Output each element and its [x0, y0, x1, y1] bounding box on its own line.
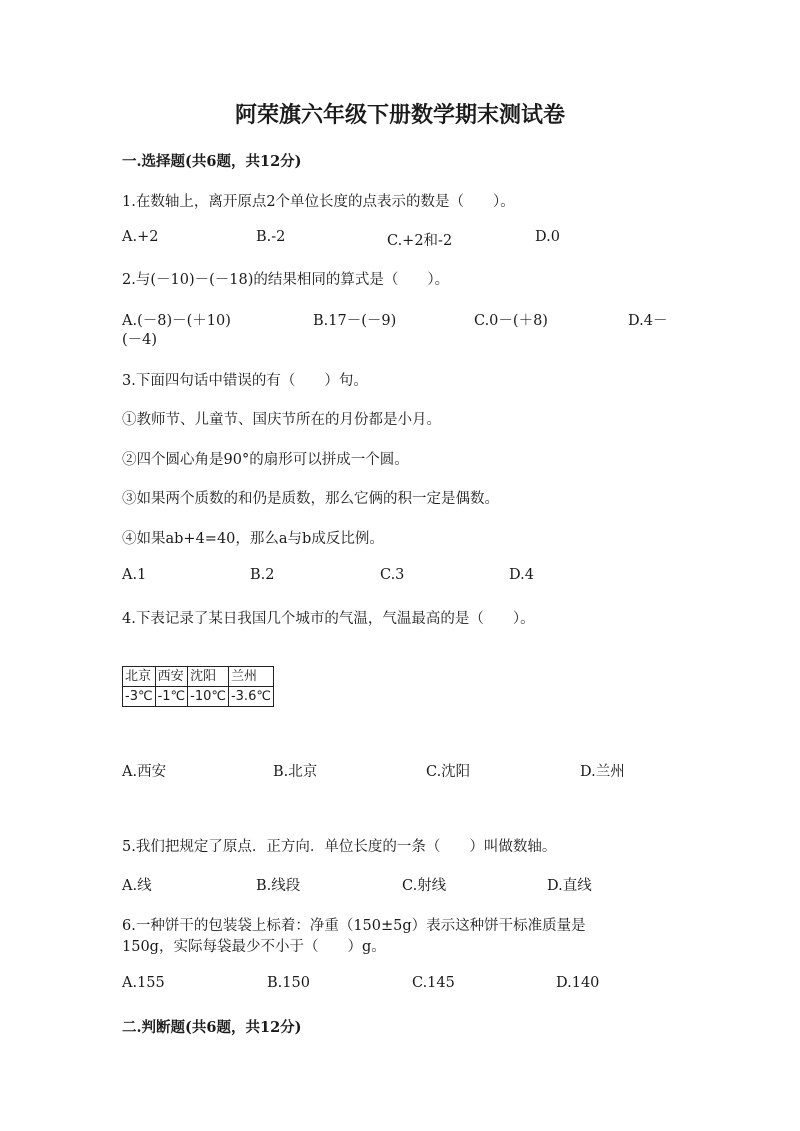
- q4-option-c: C.沈阳: [426, 764, 471, 780]
- q1-option-d: D.0: [535, 229, 560, 245]
- table-cell-city: 沈阳: [188, 667, 229, 687]
- table-row: [123, 687, 274, 707]
- question-6-text-line1: 6.一种饼干的包装袋上标着：净重（150±5g）表示这种饼干标准质量是: [122, 918, 586, 934]
- q6-option-a: A.155: [122, 975, 165, 991]
- q2-option-b: B.17－(－9): [313, 313, 397, 329]
- q5-option-a: A.线: [122, 878, 152, 894]
- q3-statement-3: ③如果两个质数的和仍是质数，那么它俩的积一定是偶数。: [122, 491, 499, 507]
- city-temperature-table: [122, 666, 274, 707]
- q3-statement-4: ④如果ab+4=40，那么a与b成反比例。: [122, 531, 384, 547]
- q6-option-b: B.150: [267, 975, 310, 991]
- table-cell-city: 兰州: [228, 667, 273, 687]
- question-3-text: 3.下面四句话中错误的有（ ）句。: [122, 373, 368, 389]
- q2-option-d: D.4－: [628, 313, 668, 329]
- q3-statement-2: ②四个圆心角是90°的扇形可以拼成一个圆。: [122, 452, 409, 468]
- q1-option-a: A.+2: [122, 229, 159, 245]
- q5-option-c: C.射线: [402, 878, 447, 894]
- page-title: 阿荣旗六年级下册数学期末测试卷: [234, 102, 565, 128]
- q3-option-a: A.1: [122, 567, 147, 583]
- q3-option-b: B.2: [250, 567, 275, 583]
- table-cell-temp: -3.6℃: [228, 687, 273, 707]
- table-cell-temp: -10℃: [188, 687, 229, 707]
- section-heading-choice: 一.选择题(共6题，共12分): [122, 153, 302, 170]
- section-heading-judgment: 二.判断题(共6题，共12分): [122, 1019, 302, 1036]
- q6-option-c: C.145: [412, 975, 455, 991]
- table-cell-city: 西安: [155, 667, 188, 687]
- q4-option-a: A.西安: [122, 764, 167, 780]
- question-1-text: 1.在数轴上，离开原点2个单位长度的点表示的数是（ ）。: [122, 194, 515, 210]
- table-row: [123, 667, 274, 687]
- question-6-text-line2: 150g，实际每袋最少不小于（ ）g。: [122, 939, 386, 955]
- q5-option-b: B.线段: [256, 878, 301, 894]
- q4-option-d: D.兰州: [580, 764, 625, 780]
- table-cell-temp: -3℃: [123, 687, 156, 707]
- q6-option-d: D.140: [556, 975, 600, 991]
- table-cell-temp: -1℃: [155, 687, 188, 707]
- table-cell-city: 北京: [123, 667, 156, 687]
- q4-option-b: B.北京: [273, 764, 318, 780]
- q2-option-d-continued: (－4): [122, 332, 158, 348]
- q5-option-d: D.直线: [547, 878, 592, 894]
- q3-option-c: C.3: [380, 567, 405, 583]
- question-5-text: 5.我们把规定了原点．正方向．单位长度的一条（ ）叫做数轴。: [122, 839, 557, 855]
- q2-option-c: C.0－(＋8): [474, 313, 548, 329]
- q1-option-b: B.-2: [256, 229, 286, 245]
- q2-option-a: A.(－8)－(＋10): [122, 313, 231, 329]
- q3-option-d: D.4: [509, 567, 534, 583]
- q1-option-c: C.+2和-2: [387, 233, 453, 249]
- question-4-text: 4.下表记录了某日我国几个城市的气温，气温最高的是（ ）。: [122, 611, 535, 627]
- q3-statement-1: ①教师节、儿童节、国庆节所在的月份都是小月。: [122, 412, 441, 428]
- question-2-text: 2.与(－10)－(－18)的结果相同的算式是（ ）。: [122, 272, 450, 288]
